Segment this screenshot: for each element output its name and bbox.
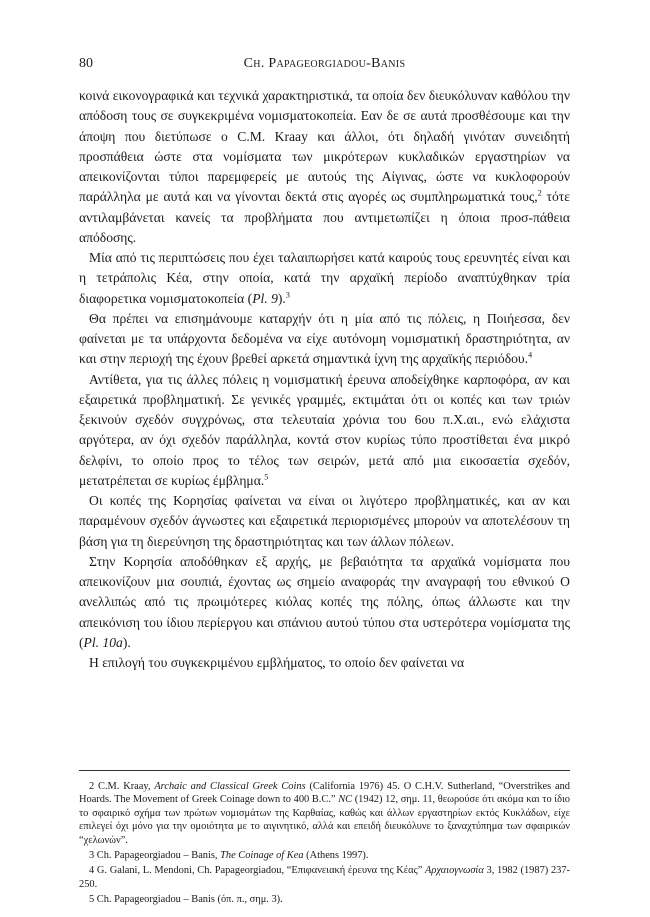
footnote-divider bbox=[79, 770, 570, 771]
text-run: Θα πρέπει να επισημάνουμε καταρχήν ότι η μία από τις πόλεις, η Ποιήεσσα, δεν φαίνεται με τα υπάρχοντα δεδομένα να είχε αυτόνομη νομισματική δραστηριότητα, αν και στην περιοχή της έχουν βρεθεί αρκετά σημαντικά ίχνη της αρχαϊκής περιόδου. bbox=[79, 310, 570, 367]
text-run: Η επιλογή του συγκεκριμένου εμβλήματος, το οποίο δεν φαίνεται να bbox=[89, 655, 465, 670]
footnote bbox=[79, 780, 570, 847]
footnote-ref: 2 bbox=[537, 188, 542, 198]
footnote bbox=[79, 893, 570, 906]
text-run: κοινά εικονογραφικά και τεχνικά χαρακτηριστικά, τα οποία δεν διευκόλυναν καθόλου την απόδοση τους σε συγκεκριμένα νομισματοκοπεία. Εαν δε σε αυτά προσθέσουμε και την άποψη που διετύπωσε ο C.M. Kraay και άλλοι, ότι δηλαδή γινόταν συνειδητή προσπάθεια ώστε στα νομίσματα των μικρότερων κυκλαδικών εργαστηρίων να απεικονίζονται τύποι παρεμφερείς με αυτούς της Αίγινας, ώστε να κυκλοφορούν παράλληλα με αυτά και να γίνονται δεκτά στις αγορές ως συμπληρωματικά τους, bbox=[79, 88, 570, 205]
text-run: Μία από τις περιπτώσεις που έχει ταλαιπωρήσει κατά καιρούς τους ερευνητές είναι και η τετράπολις Κέα, στην οποία, κατά την αρχαϊκή περίοδο αναπτύχθηκαν τρία διαφορετικα νομισματοκοπεία ( bbox=[79, 250, 570, 306]
italic-text: Pl. 9 bbox=[252, 290, 278, 306]
text-run: ). bbox=[277, 290, 286, 306]
page-header bbox=[79, 56, 570, 78]
italic-text: The Coinage of Kea bbox=[220, 850, 304, 862]
text-run: 2 C.M. Kraay, bbox=[89, 781, 155, 792]
running-head: Ch. Papageorgiadou-Banis bbox=[243, 56, 406, 71]
footnotes bbox=[79, 780, 570, 909]
italic-text: Pl. 10a bbox=[83, 634, 123, 650]
page-number: 80 bbox=[79, 56, 93, 71]
text-run: 3 Ch. Papageorgiadou – Banis, bbox=[89, 850, 221, 862]
text-run: (1942) 12, σημ. 11, θεωρούσε ότι ακόμα και το ίδιο το σφαιρικό σχήμα των πρώτων νομισμάτων της Καρθαίας, καθώς και άλλων εργαστηρίων εκτός Κυκλάδων, είχε επιλεγεί όχι μόνο για την ομοιότητα με το αιγινητικό, αλλά και επειδή διευκόλυνε το ξαναχτύπημα των σφαιρικών “χελωνών”. bbox=[79, 794, 570, 846]
footnote-ref: 5 bbox=[264, 472, 269, 482]
text-run: 5 Ch. Papageorgiadou – Banis (όπ. π., σημ. 3). bbox=[89, 894, 283, 906]
italic-text: NC bbox=[338, 794, 353, 806]
paragraph bbox=[79, 370, 570, 492]
text-run: τότε αντιλαμβάνεται κανείς τα προβλήματα που αντιμετωπίζει η όποια προσ-πάθεια απόδοσης. bbox=[79, 189, 570, 245]
text-run: ). bbox=[122, 634, 131, 650]
paragraph bbox=[79, 552, 570, 653]
body-text bbox=[79, 86, 570, 673]
paragraph bbox=[79, 309, 570, 370]
paragraph bbox=[79, 248, 570, 309]
footnote bbox=[79, 864, 570, 891]
text-run: Οι κοπές της Κορησίας φαίνεται να είναι οι λιγότερο προβληματικές, και αν και παραμένουν σχεδόν άγνωστες και εξαιρετικά περιορισμένες μπορούν να αποτελέσουν τη βάση για τη διερεύνηση της δραστηριότητας και των άλλων πόλεων. bbox=[79, 493, 570, 549]
footnote bbox=[79, 849, 570, 862]
text-run: 4 G. Galani, L. Mendoni, Ch. Papageorgiadou, “Επιφανειακή έρευνα της Κέας” bbox=[89, 865, 426, 877]
italic-text: Αρχαιογνωσία bbox=[425, 865, 484, 877]
paragraph bbox=[79, 491, 570, 552]
paragraph bbox=[79, 653, 570, 673]
paragraph bbox=[79, 86, 570, 248]
text-run: (California 1976) 45. O C.H.V. Sutherland, “Overstrikes and Hoards. The Movement of Greek Coinage down to 400 B.C.” bbox=[79, 781, 570, 806]
italic-text: Archaic and Classical Greek Coins bbox=[154, 781, 306, 792]
text-run: Στην Κορησία αποδόθηκαν εξ αρχής, με βεβαιότητα τα αρχαϊκά νομίσματα που απεικονίζουν μια σουπιά, έχοντας ως σημείο αναφοράς την αναγραφή του εθνικού Ο ανελλιπώς από τις πρωιμότερες κιόλας κοπές της πόλης, όπως άλλωστε και την απεικόνιση του ίδιου περίεργου και σπάνιου αυτού τύπου στα υστερότερα νομίσματα της ( bbox=[79, 553, 570, 650]
text-run: 3, 1982 (1987) 237-250. bbox=[79, 865, 570, 890]
text-run: Αντίθετα, για τις άλλες πόλεις η νομισματική έρευνα αποδείχθηκε καρποφόρα, αν και εξαιρετικά προβληματική. Σε γενικές γραμμές, εκτιμάται ότι οι κοπές και των τριών ξεκινούν σχεδόν συγχρόνως, στα τελευταία χρόνια του 6ου π.Χ.αι., ενώ ελάχιστα αργότερα, αν όχι σχεδόν παράλληλα, κοντά στον κυρίως τύπο προστίθεται ένα μικρό δελφίνι, το οποίο προς το τέλος των σειρών, μετά από μια εικοσαετία σχεδόν, μετατρέπεται σε κυρίως έμβλημα. bbox=[79, 371, 570, 488]
text-run: (Athens 1997). bbox=[303, 850, 369, 862]
footnote-ref: 4 bbox=[528, 350, 533, 360]
footnote-ref: 3 bbox=[285, 289, 290, 299]
